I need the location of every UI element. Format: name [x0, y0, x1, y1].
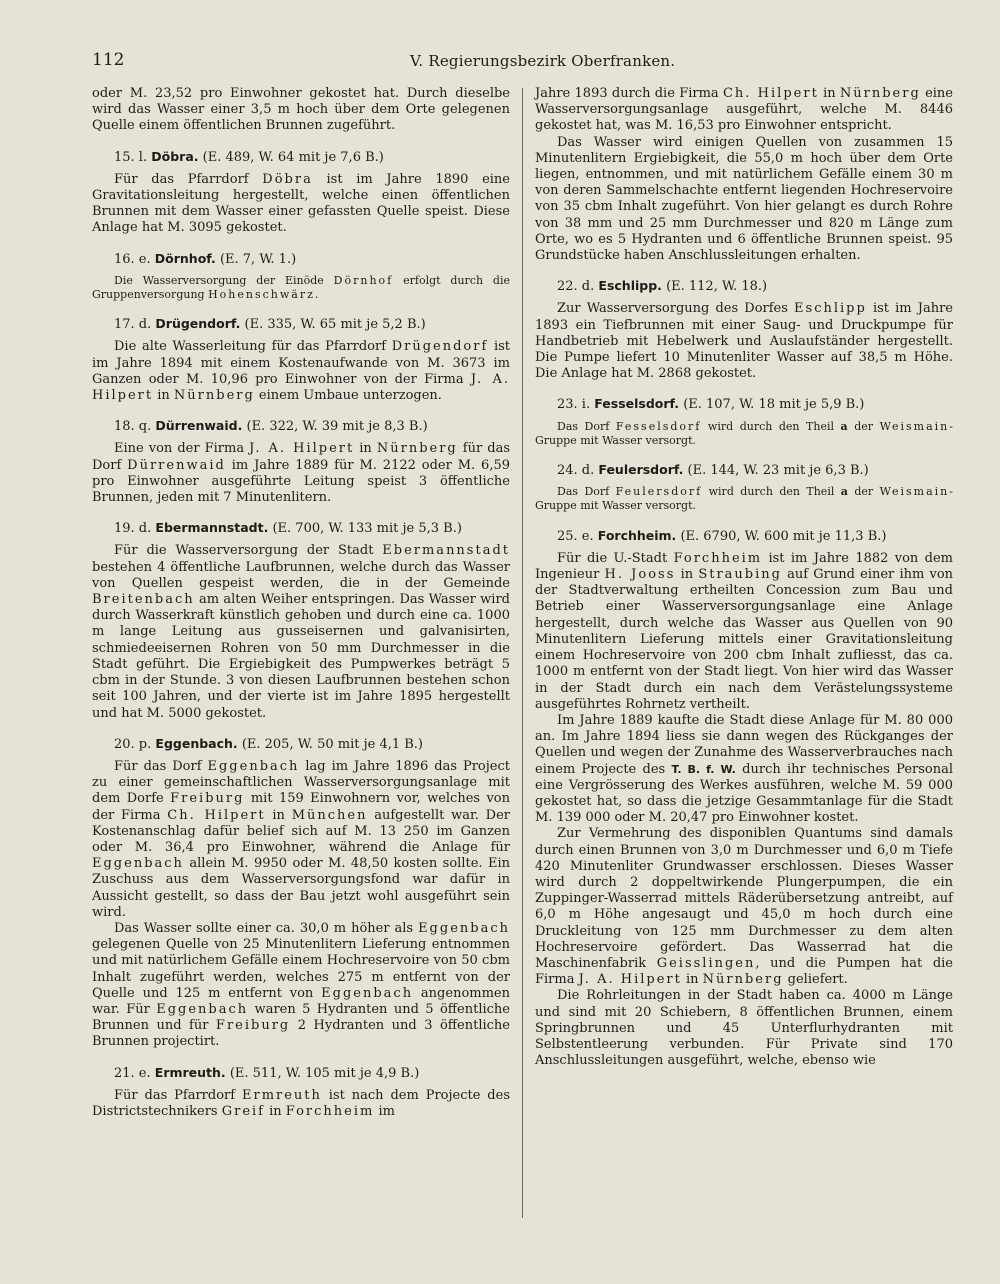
place-name: Dörnhof.: [154, 250, 216, 266]
paragraph: Die Rohrleitungen in der Stadt haben ca. 4000 m Länge und sind mit 20 Schiebern, 8 öffentlichen Brunnen, einem Springbrunnen und 45 Unterflurhydranten mit Selbstentleerung verbunden. Für Private sind 170 Anschlussleitungen ausgeführt, welche, ebenso wie: [535, 988, 953, 1069]
paragraph: Für das Pfarrdorf Ermreuth ist nach dem Projecte des Districtstechnikers Greif in Forchheim im: [92, 1087, 510, 1119]
entry-heading-18: 18. q. Dürrenwaid. (E. 322, W. 39 mit je 8,3 B.): [114, 418, 428, 435]
paragraph: Für das Pfarrdorf Döbra ist im Jahre 1890 eine Gravitationsleitung hergestellt, welche einen öffentlichen Brunnen mit dem Wasser einer gefassten Quelle speist. Diese Anlage hat M. 3095 gekostet.: [92, 171, 510, 236]
paragraph: Eine von der Firma J. A. Hilpert in Nürnberg für das Dorf Dürrenwaid im Jahre 1889 für M. 2122 oder M. 6,59 pro Einwohner ausgeführte Leitung speist 3 öffentliche Brunnen, jeden mit 7 Minutenlitern.: [92, 441, 510, 506]
place-name: Ermreuth.: [154, 1064, 226, 1080]
paragraph: Das Dorf Feulersdorf wird durch den Theil a der Weismain-Gruppe mit Wasser versorgt.: [535, 485, 953, 513]
paragraph: Die Wasserversorgung der Einöde Dörnhof erfolgt durch die Gruppenversorgung Hohenschwärz.: [92, 273, 510, 302]
paragraph: Zur Vermehrung des disponiblen Quantums sind damals durch einen Brunnen von 3,0 m Durchmesser und 6,0 m Tiefe 420 Minutenliter Grundwasser erschlossen. Dieses Wasser wird durch 2 doppeltwirkende Plungerpumpen, die ein Zuppinger-Wasserrad mittels Räderübersetzung antreibt, auf 6,0 m Höhe angesaugt und 45,0 m hoch durch eine Druckleitung von 125 mm Durchmesser zu dem alten Hochreservoire gefördert. Das Wasserrad hat die Maschinenfabrik Geisslingen, und die Pumpen hat die Firma J. A. Hilpert in Nürnberg geliefert.: [535, 826, 954, 988]
entry-heading-22: 22. d. Eschlipp. (E. 112, W. 18.): [557, 278, 768, 295]
entry-heading-21: 21. e. Ermreuth. (E. 511, W. 105 mit je 4,9 B.): [114, 1064, 420, 1081]
place-name: Forchheim.: [597, 527, 677, 543]
left-column: [92, 86, 510, 1120]
paragraph: Für die U.-Stadt Forchheim ist im Jahre 1882 von dem Ingenieur H. Jooss in Straubing auf Grund einer ihm von der Stadtverwaltung ertheilten Concession zum Bau und Betrieb einer Wasserversorgungsanlage eine Anlage hergestellt, durch welche das Wasser aus Quellen von 90 Minutenlitern Lieferung mittels einer Gravitationsleitung einem Hochreservoire von 200 cbm Inhalt zufliesst, das ca. 1000 m entfernt von der Stadt liegt. Von hier wird das Wasser in der Stadt durch ein nach dem Verästelungssysteme ausgeführtes Rohrnetz vertheilt.: [535, 550, 954, 712]
entry-heading-25: 25. e. Forchheim. (E. 6790, W. 600 mit je 11,3 B.): [557, 527, 887, 544]
paragraph: oder M. 23,52 pro Einwohner gekostet hat. Durch dieselbe wird das Wasser einer 3,5 m hoch über dem Orte gelegenen Quelle einem öffentlichen Brunnen zugeführt.: [92, 86, 510, 134]
right-column: [535, 86, 953, 1069]
place-name: Eschlipp.: [598, 278, 662, 294]
place-name: Feulersdorf.: [598, 462, 684, 478]
place-name: Drügendorf.: [155, 316, 241, 332]
paragraph: Im Jahre 1889 kaufte die Stadt diese Anlage für M. 80 000 an. Im Jahre 1894 liess sie dann wegen des Rückganges der Quellen und wegen der Zunahme des Wasserverbrauches nach einem Projecte des T. B. f. W. durch ihr technisches Personal eine Vergrösserung des Werkes ausführen, welche M. 59 000 gekostet hat, so dass die jetzige Gesammtanlage für die Stadt M. 139 000 oder M. 20,47 pro Einwohner kostet.: [535, 712, 954, 826]
column-divider: [522, 88, 523, 1218]
running-title: V. Regierungsbezirk Oberfranken.: [410, 52, 676, 70]
entry-heading-19: 19. d. Ebermannstadt. (E. 700, W. 133 mit je 5,3 B.): [114, 520, 462, 537]
place-name: Fesselsdorf.: [594, 396, 680, 412]
place-name: Ebermannstadt.: [155, 520, 269, 536]
paragraph: Das Dorf Fesselsdorf wird durch den Theil a der Weismain-Gruppe mit Wasser versorgt.: [535, 419, 953, 447]
place-name: Döbra.: [151, 148, 199, 164]
paragraph: Das Wasser wird einigen Quellen von zusammen 15 Minutenlitern Ergiebigkeit, die 55,0 m hoch über dem Orte liegen, entnommen, und mit natürlichem Gefälle einem 30 m von deren Sammelschachte entfernt liegenden Hochreservoire von 35 cbm Inhalt zugeführt. Von hier gelangt es durch Rohre von 38 mm und 25 mm Durchmesser und 820 m Länge zum Orte, wo es 5 Hydranten und 6 öffentliche Brunnen speist. 95 Grundstücke haben Anschlussleitungen erhalten.: [535, 134, 953, 264]
entry-heading-24: 24. d. Feulersdorf. (E. 144, W. 23 mit je 6,3 B.): [557, 462, 869, 479]
paragraph: Für das Dorf Eggenbach lag im Jahre 1896 das Project zu einer gemeinschaftlichen Wasserversorgungsanlage mit dem Dorfe Freiburg mit 159 Einwohnern vor, welches von der Firma Ch. Hilpert in München aufgestellt war. Der Kostenanschlag dafür belief sich auf M. 13 250 im Ganzen oder M. 36,4 pro Einwohner, während die Anlage für Eggenbach allein M. 9950 oder M. 48,50 kosten sollte. Ein Zuschuss aus dem Wasserversorgungsfond war dafür in Aussicht gestellt, so dass der Bau jetzt wohl ausgeführt sein wird.: [92, 758, 511, 920]
entry-heading-23: 23. i. Fesselsdorf. (E. 107, W. 18 mit je 5,9 B.): [557, 396, 865, 413]
entry-heading-20: 20. p. Eggenbach. (E. 205, W. 50 mit je 4,1 B.): [114, 735, 424, 752]
page-number: 112: [92, 50, 125, 70]
paragraph: Für die Wasserversorgung der Stadt Ebermannstadt bestehen 4 öffentliche Laufbrunnen, welche durch das Wasser von Quellen gespeist werden, die in der Gemeinde Breitenbach am alten Weiher entspringen. Das Wasser wird durch Wasserkraft künstlich gehoben und durch eine ca. 1000 m lange Leitung aus gusseisernen und galvanisirten, schmiedeeisernen Rohren von 50 mm Durchmesser in die Stadt geführt. Die Ergiebigkeit des Pumpwerkes beträgt 5 cbm in der Stunde. 3 von diesen Laufbrunnen bestehen schon seit 100 Jahren, und der vierte ist im Jahre 1895 hergestellt und hat M. 5000 gekostet.: [92, 543, 510, 721]
page-header: [92, 50, 960, 74]
entry-heading-16: 16. e. Dörnhof. (E. 7, W. 1.): [114, 250, 297, 267]
paragraph: Das Wasser sollte einer ca. 30,0 m höher als Eggenbach gelegenen Quelle von 25 Minutenlitern Lieferung entnommen und mit natürlichem Gefälle einem Hochreservoire von 50 cbm Inhalt zugeführt werden, welches 275 m entfernt von der Quelle und 125 m entfernt von Eggenbach angenommen war. Für Eggenbach waren 5 Hydranten und 5 öffentliche Brunnen und für Freiburg 2 Hydranten und 3 öffentliche Brunnen projectirt.: [92, 920, 510, 1050]
place-name: Dürrenwaid.: [155, 418, 243, 434]
place-name: Eggenbach.: [155, 735, 238, 751]
entry-heading-15: 15. l. Döbra. (E. 489, W. 64 mit je 7,6 B.): [114, 148, 384, 165]
entry-heading-17: 17. d. Drügendorf. (E. 335, W. 65 mit je 5,2 B.): [114, 316, 426, 333]
paragraph: Jahre 1893 durch die Firma Ch. Hilpert in Nürnberg eine Wasserversorgungsanlage ausgeführt, welche M. 8446 gekostet hat, was M. 16,53 pro Einwohner entspricht.: [535, 86, 953, 134]
paragraph: Die alte Wasserleitung für das Pfarrdorf Drügendorf ist im Jahre 1894 mit einem Kostenaufwande von M. 3673 im Ganzen oder M. 10,96 pro Einwohner von der Firma J. A. Hilpert in Nürnberg einem Umbaue unterzogen.: [92, 339, 511, 404]
paragraph: Zur Wasserversorgung des Dorfes Eschlipp ist im Jahre 1893 ein Tiefbrunnen mit einer Saug- und Druckpumpe für Handbetrieb mit Hebelwerk und Auslaufständer hergestellt. Die Pumpe liefert 10 Minutenliter Wasser auf 38,5 m Höhe. Die Anlage hat M. 2868 gekostet.: [535, 301, 953, 382]
